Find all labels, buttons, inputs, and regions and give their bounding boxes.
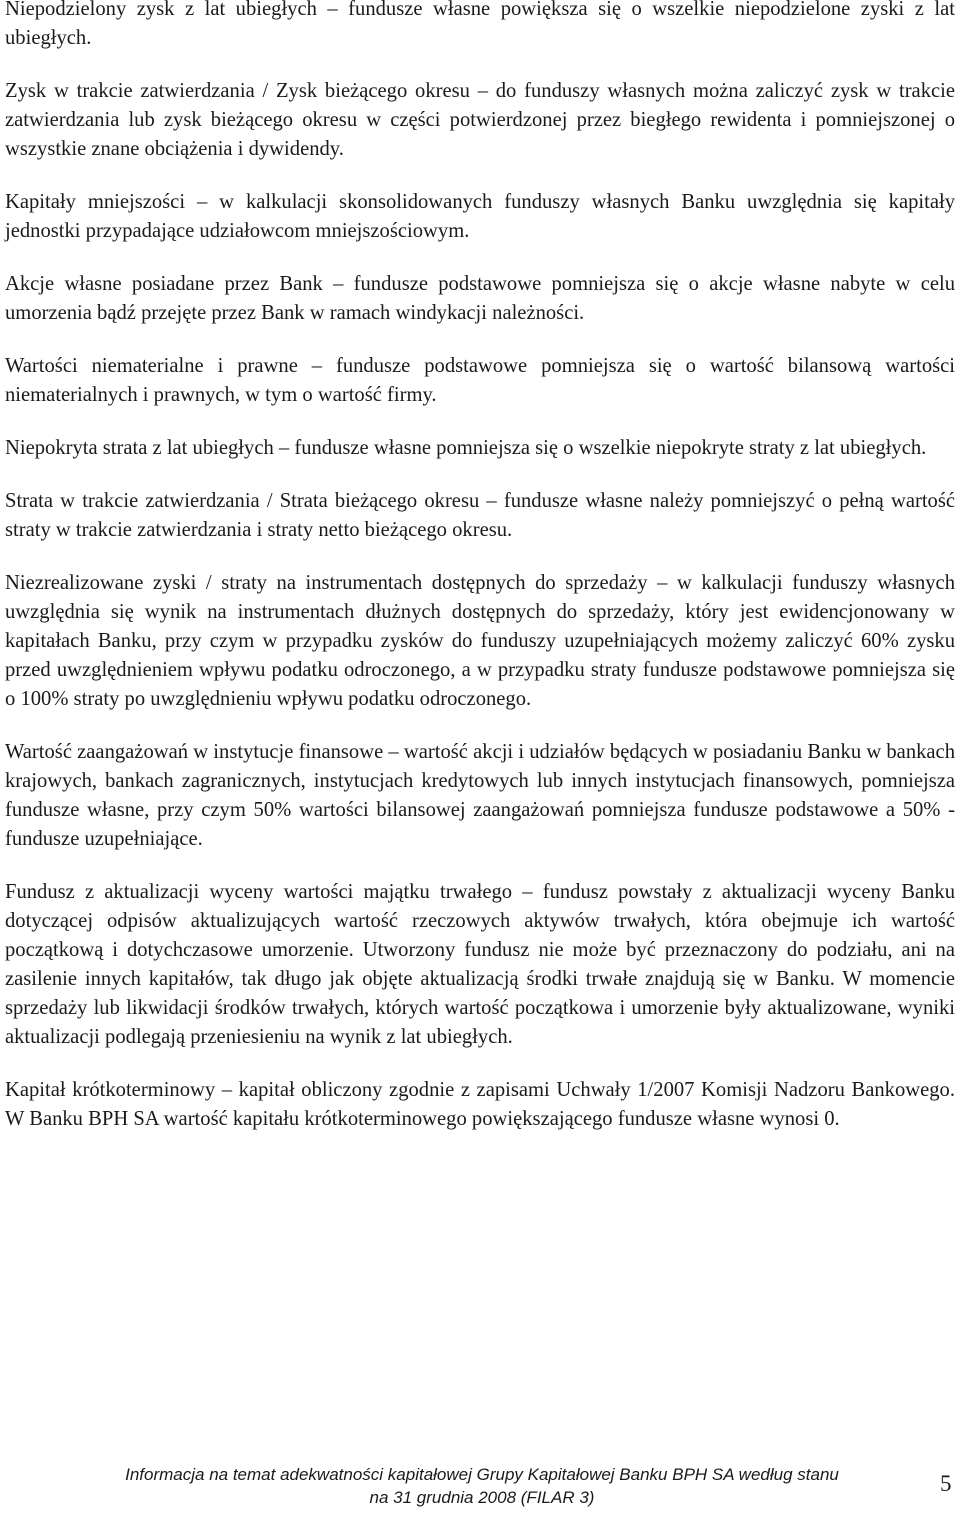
document-body <box>5 0 955 1158</box>
paragraph-unrealized-gains: Niezrealizowane zyski / straty na instrumentach dostępnych do sprzedaży – w kalkulacji funduszy własnych uwzględnia się wynik na instrumentach dłużnych dostępnych do sprzedaży, który jest ewidencjonowany w kapitałach Banku, przy czym w przypadku zysków do funduszy uzupełniających możemy zaliczyć 60% zysku przed uwzględnieniem wpływu podatku odroczonego, a w przypadku straty fundusze podstawowe pomniejsza się o 100% straty po uwzględnieniu wpływu podatku odroczonego. <box>5 572 955 710</box>
paragraph-intangible-assets: Wartości niematerialne i prawne – fundusze podstawowe pomniejsza się o wartość bilansową wartości niematerialnych i prawnych, w tym o wartość firmy. <box>5 355 955 406</box>
paragraph-profit-pending-approval: Zysk w trakcie zatwierdzania / Zysk bieżącego okresu – do funduszy własnych można zaliczyć zysk w trakcie zatwierdzania lub zysk bieżącego okresu w części potwierdzonej przez biegłego rewidenta i pomniejszonej o wszystkie znane obciążenia i dywidendy. <box>5 80 955 160</box>
paragraph-revaluation-fund: Fundusz z aktualizacji wyceny wartości majątku trwałego – fundusz powstały z aktualizacji wyceny Banku dotyczącej odpisów aktualizujących wartość rzeczowych aktywów trwałych, która obejmuje ich wartość początkową i dotychczasowe umorzenie. Utworzony fundusz nie może być przeznaczony do podziału, ani na zasilenie innych kapitałów, tak długo jak objęte aktualizacją środki trwałe znajdują się w Banku. W momencie sprzedaży lub likwidacji środków trwałych, których wartość początkowa i umorzenie były aktualizowane, wyniki aktualizacji podlegają przeniesieniu na wynik z lat ubiegłych. <box>5 881 955 1048</box>
page-footer <box>0 1463 960 1513</box>
paragraph-minority-capital: Kapitały mniejszości – w kalkulacji skonsolidowanych funduszy własnych Banku uwzględnia się kapitały jednostki przypadające udziałowcom mniejszościowym. <box>5 191 955 242</box>
paragraph-uncovered-loss: Niepokryta strata z lat ubiegłych – fundusze własne pomniejsza się o wszelkie niepokryte straty z lat ubiegłych. <box>5 437 927 459</box>
paragraph-retained-profit: Niepodzielony zysk z lat ubiegłych – fundusze własne powiększa się o wszelkie niepodzielone zyski z lat ubiegłych. <box>5 0 955 49</box>
paragraph-own-shares: Akcje własne posiadane przez Bank – fundusze podstawowe pomniejsza się o akcje własne nabyte w celu umorzenia bądź przejęte przez Bank w ramach windykacji należności. <box>5 273 955 324</box>
footer-line-2: na 31 grudnia 2008 (FILAR 3) <box>369 1488 595 1507</box>
paragraph-financial-institutions: Wartość zaangażowań w instytucje finansowe – wartość akcji i udziałów będących w posiadaniu Banku w bankach krajowych, bankach zagranicznych, instytucjach kredytowych lub innych instytucjach finansowych, pomniejsza fundusze własne, przy czym 50% wartości bilansowej zaangażowań pomniejsza fundusze podstawowe a 50% - fundusze uzupełniające. <box>5 741 955 850</box>
page-number: 5 <box>940 1471 952 1496</box>
footer-line-1: Informacja na temat adekwatności kapitałowej Grupy Kapitałowej Banku BPH SA według stanu <box>125 1465 839 1484</box>
paragraph-loss-pending-approval: Strata w trakcie zatwierdzania / Strata bieżącego okresu – fundusze własne należy pomniejszyć o pełną wartość straty w trakcie zatwierdzania i straty netto bieżącego okresu. <box>5 490 955 541</box>
paragraph-short-term-capital: Kapitał krótkoterminowy – kapitał obliczony zgodnie z zapisami Uchwały 1/2007 Komisji Nadzoru Bankowego. W Banku BPH SA wartość kapitału krótkoterminowego powiększającego fundusze własne wynosi 0. <box>5 1079 955 1130</box>
footer-caption <box>82 1463 882 1509</box>
